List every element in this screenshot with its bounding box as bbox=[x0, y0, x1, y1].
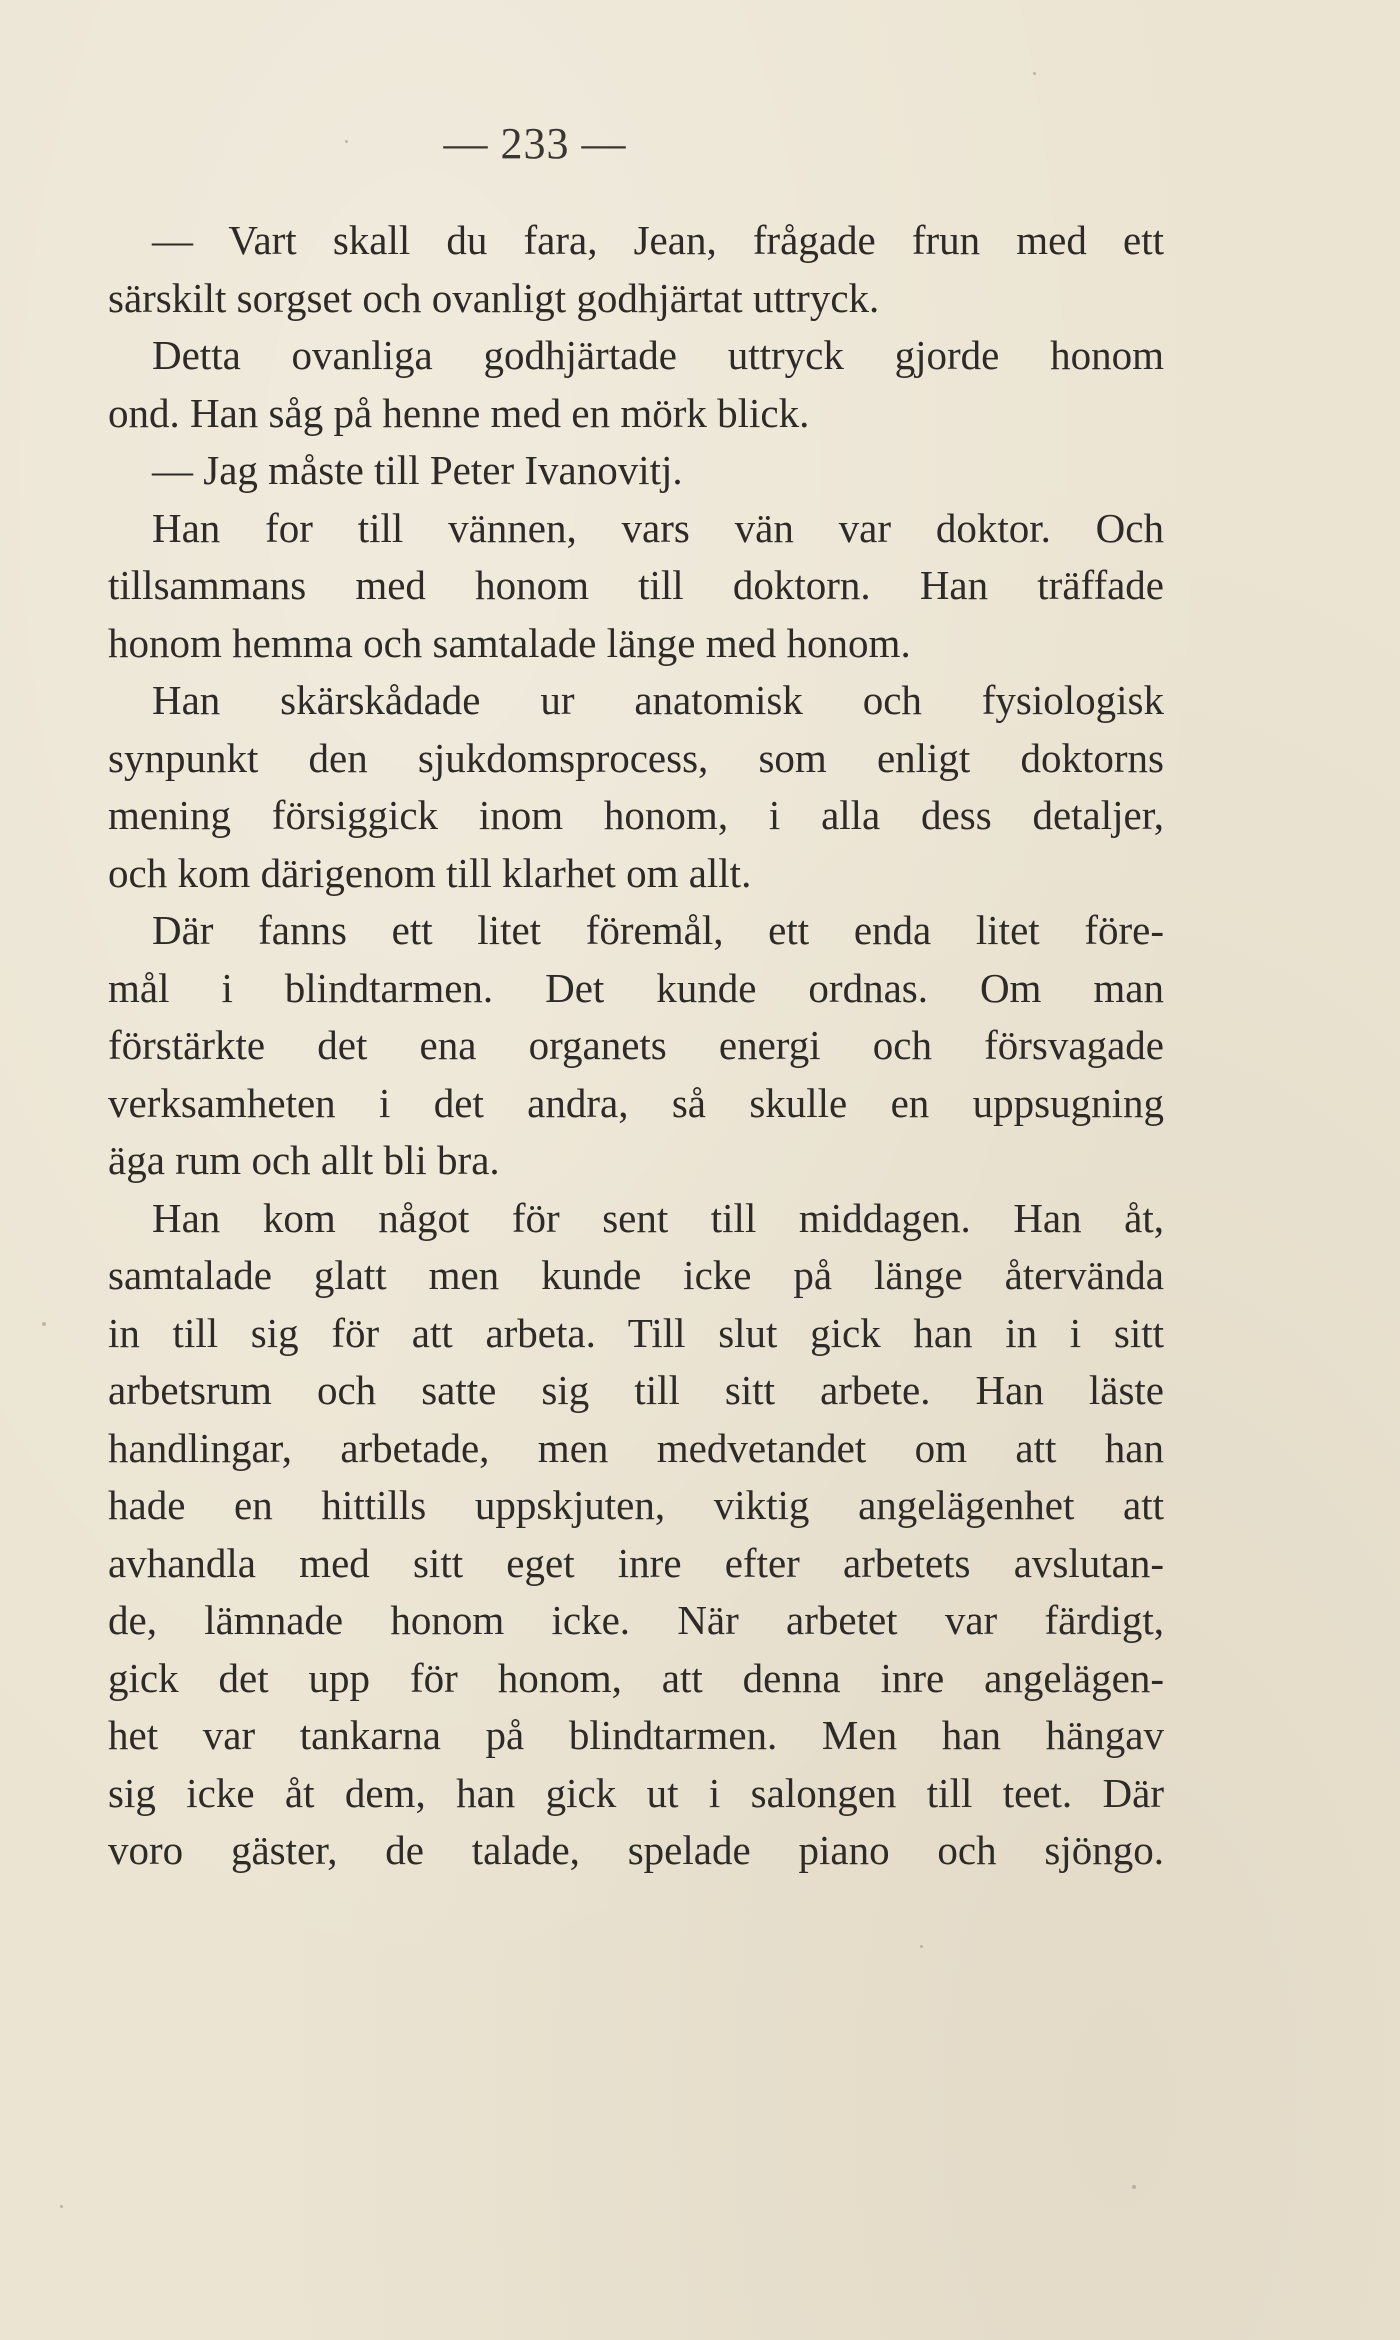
text-line: mening försiggick inom honom, i alla dess detaljer, bbox=[108, 792, 1164, 838]
text-line: hade en hittills uppskjuten, viktig angelägenhet att bbox=[108, 1482, 1164, 1528]
text-line: sig icke åt dem, han gick ut i salongen till teet. Där bbox=[108, 1769, 1164, 1816]
paper-speck bbox=[60, 2205, 63, 2208]
text-line: voro gäster, de talade, spelade piano och sjöngo. bbox=[108, 1827, 1164, 1873]
text-line: de, lämnade honom icke. När arbetet var färdigt, bbox=[108, 1597, 1164, 1643]
text-line: het var tankarna på blindtarmen. Men han hängav bbox=[108, 1712, 1164, 1758]
text-line: verksamheten i det andra, så skulle en uppsugning bbox=[108, 1079, 1164, 1126]
text-line: tillsammans med honom till doktorn. Han träffade bbox=[108, 562, 1164, 608]
text-line: in till sig för att arbeta. Till slut gick han in i sitt bbox=[108, 1309, 1164, 1356]
text-line: Han for till vännen, vars vän var doktor. Och bbox=[152, 504, 1164, 551]
text-line: Där fanns ett litet föremål, ett enda litet före- bbox=[152, 907, 1164, 953]
text-line: särskilt sorgset och ovanligt godhjärtat uttryck. bbox=[108, 274, 880, 321]
paper-speck bbox=[920, 1945, 923, 1948]
text-line: Detta ovanliga godhjärtade uttryck gjorde honom bbox=[152, 332, 1164, 378]
text-line: avhandla med sitt eget inre efter arbetets avslutan- bbox=[108, 1539, 1164, 1586]
paper-speck bbox=[1132, 2185, 1136, 2189]
text-line: synpunkt den sjukdomsprocess, som enligt doktorns bbox=[108, 734, 1164, 781]
text-line: och kom därigenom till klarhet om allt. bbox=[108, 849, 752, 896]
text-line: gick det upp för honom, att denna inre angelägen- bbox=[108, 1654, 1164, 1701]
text-line: honom hemma och samtalade länge med honom. bbox=[108, 619, 911, 666]
text-line: ond. Han såg på henne med en mörk blick. bbox=[108, 389, 810, 436]
text-line: arbetsrum och satte sig till sitt arbete. Han läste bbox=[108, 1367, 1164, 1413]
text-line: förstärkte det ena organets energi och försvagade bbox=[108, 1022, 1164, 1068]
body-text bbox=[108, 212, 1164, 1880]
text-line: samtalade glatt men kunde icke på länge återvända bbox=[108, 1252, 1164, 1298]
page-number: — 233 — bbox=[443, 119, 627, 168]
text-line: Han skärskådade ur anatomisk och fysiologisk bbox=[152, 677, 1164, 723]
text-line: handlingar, arbetade, men medvetandet om att han bbox=[108, 1424, 1164, 1471]
text-line: Han kom något för sent till middagen. Han åt, bbox=[152, 1194, 1164, 1241]
text-line: mål i blindtarmen. Det kunde ordnas. Om man bbox=[108, 964, 1164, 1011]
paper-speck bbox=[1033, 72, 1036, 75]
text-line: — Jag måste till Peter Ivanovitj. bbox=[152, 447, 683, 493]
paper-speck bbox=[42, 1322, 46, 1326]
text-line: äga rum och allt bli bra. bbox=[108, 1137, 500, 1183]
text-line: — Vart skall du fara, Jean, frågade frun med ett bbox=[152, 217, 1164, 263]
paper-speck bbox=[345, 140, 348, 143]
